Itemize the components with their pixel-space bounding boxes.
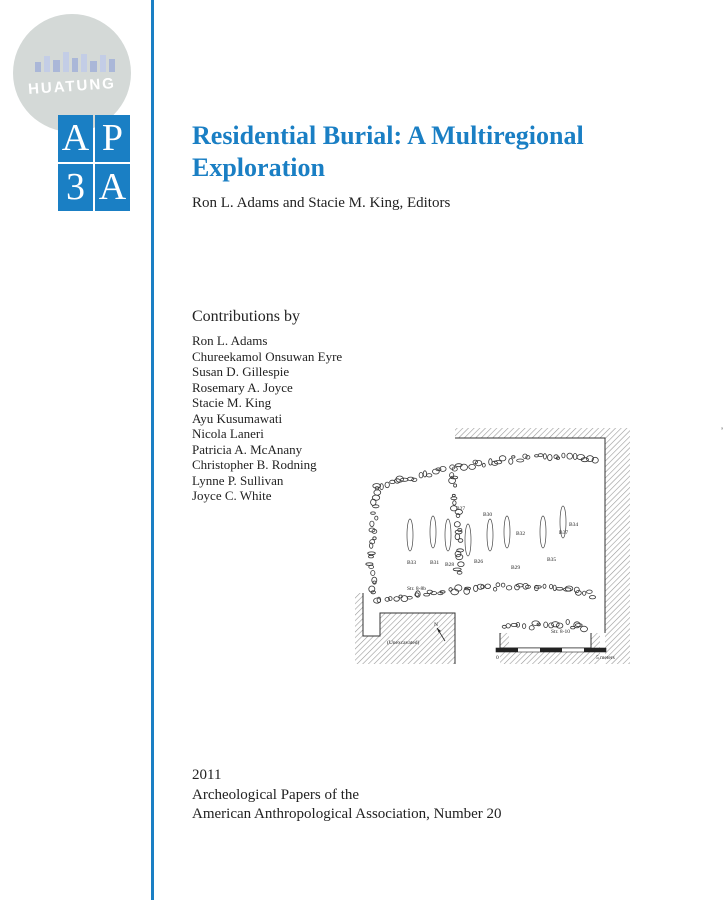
contributor-name: Christopher B. Rodning	[192, 457, 317, 472]
label-b32: B32	[516, 531, 526, 537]
series-line-1: Archeological Papers of the	[192, 786, 360, 803]
burial-site-plan-figure	[355, 428, 630, 664]
publication-footer	[192, 766, 502, 825]
label-b30: B30	[483, 512, 493, 518]
logo-cell-p: P	[95, 115, 130, 162]
contributor-name: Nicola Laneri	[192, 426, 264, 441]
contributor-name: Rosemary A. Joyce	[192, 379, 293, 395]
edge-mark: ’	[721, 426, 723, 436]
contributor-list	[192, 333, 342, 504]
publication-year: 2011	[192, 767, 222, 783]
logo-cell-a: A	[58, 115, 93, 162]
label-str-a: Str. 8-8b	[407, 586, 426, 592]
book-title: Residential Burial: A Multiregional Exploration	[192, 121, 584, 182]
watermark-bars	[35, 50, 115, 72]
label-b26: B26	[474, 559, 484, 565]
series-line-2: American Anthropological Association, Number 20	[192, 806, 502, 822]
scale-bar	[496, 648, 606, 652]
label-scale-start: 0	[496, 655, 499, 661]
vertical-rule	[151, 0, 154, 900]
contributor-name: Patricia A. McAnany	[192, 441, 303, 457]
label-b33: B33	[407, 560, 417, 566]
contributor-name: Susan D. Gillespie	[192, 364, 290, 379]
watermark-text: HUATUNG	[27, 74, 117, 99]
contributor-name: Ron L. Adams	[192, 333, 268, 348]
label-b27: B27	[456, 506, 466, 512]
ap3a-logo	[58, 115, 130, 211]
logo-cell-3: 3	[58, 164, 93, 211]
label-b29: B29	[511, 565, 521, 571]
contributor-name: Ayu Kusumawati	[192, 410, 283, 426]
contributor-name: Joyce C. White	[192, 488, 272, 503]
label-unexcavated: (Unexcavated)	[387, 640, 420, 646]
label-str-b: Str. 8-10	[551, 629, 570, 635]
logo-cell-a2: A	[95, 164, 130, 211]
label-b35: B35	[547, 557, 557, 563]
label-north: N	[434, 622, 438, 628]
label-scale-end: 5 meters	[596, 655, 615, 661]
contributor-name: Stacie M. King	[192, 395, 272, 410]
label-b37: B37	[559, 530, 569, 536]
contributor-name: Chureekamol Onsuwan Eyre	[192, 348, 343, 364]
label-b31: B31	[430, 560, 440, 566]
editors-line: Ron L. Adams and Stacie M. King, Editors	[192, 195, 451, 211]
contributions-heading: Contributions by	[192, 308, 301, 325]
label-b28: B28	[445, 562, 455, 568]
contributor-name: Lynne P. Sullivan	[192, 472, 284, 488]
label-b34: B34	[569, 522, 579, 528]
